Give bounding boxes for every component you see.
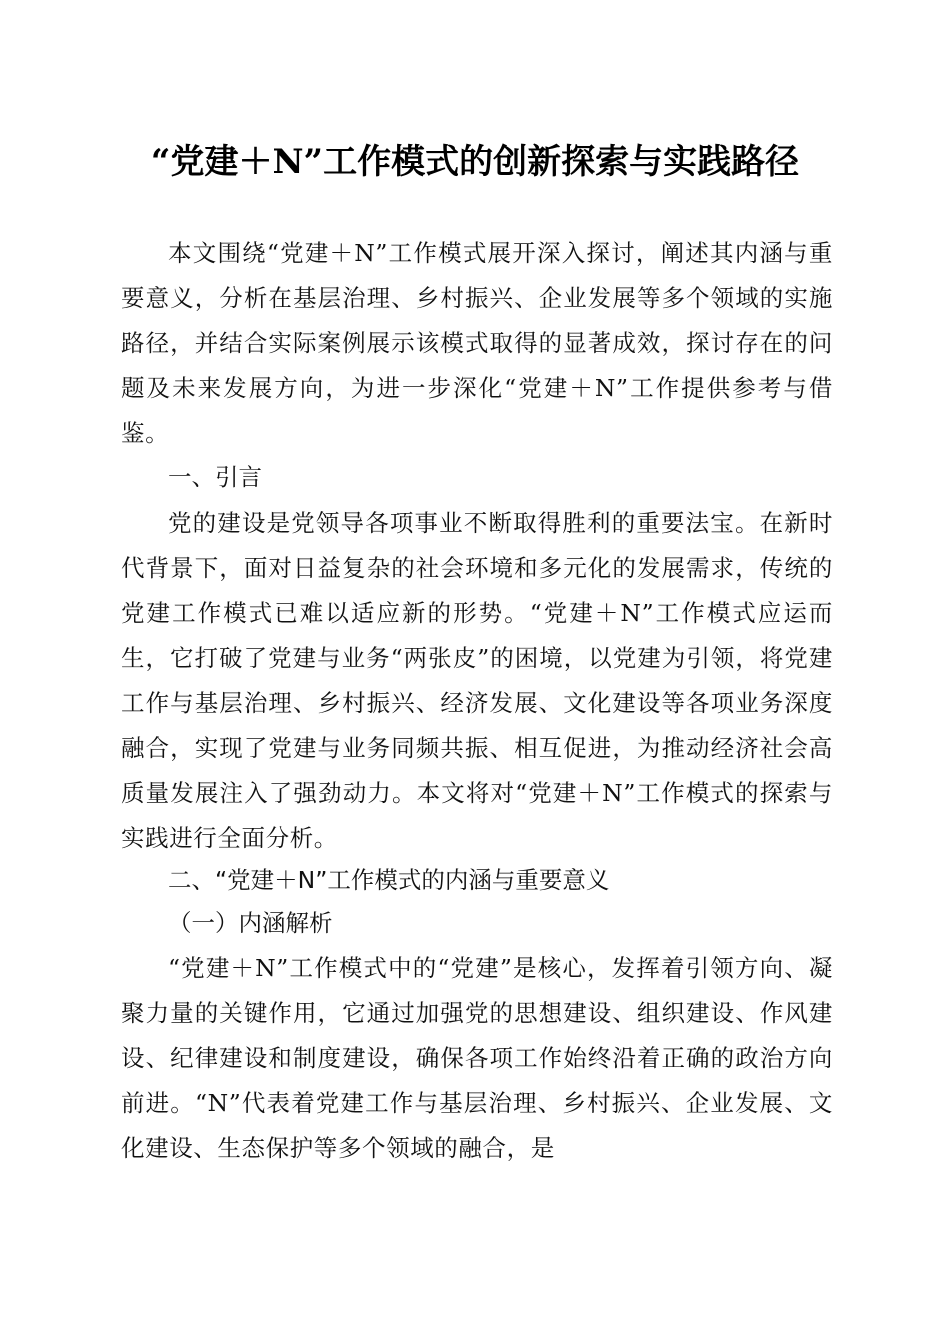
document-title: “党建＋N”工作模式的创新探索与实践路径 <box>150 142 800 182</box>
abstract-paragraph: 本文围绕“党建＋N”工作模式展开深入探讨，阐述其内涵与重要意义，分析在基层治理、乡村振兴、企业发展等多个领域的实施路径，并结合实际案例展示该模式取得的显著成效，探讨存在的问题及未来发展方向，为进一步深化“党建＋N”工作提供参考与借鉴。 <box>121 239 833 447</box>
subsection-heading-connotation-analysis: （一）内涵解析 <box>168 909 333 937</box>
section-heading-introduction: 一、引言 <box>168 463 262 491</box>
connotation-paragraph: “党建＋N”工作模式中的“党建”是核心，发挥着引领方向、凝聚力量的关键作用，它通过加强党的思想建设、组织建设、作风建设、纪律建设和制度建设，确保各项工作始终沿着正确的政治方向前进。“N”代表着党建工作与基层治理、乡村振兴、企业发展、文化建设、生态保护等多个领域的融合，是 <box>121 954 833 1162</box>
section-heading-connotation: 二、“党建＋N”工作模式的内涵与重要意义 <box>168 866 610 894</box>
introduction-paragraph: 党的建设是党领导各项事业不断取得胜利的重要法宝。在新时代背景下，面对日益复杂的社会环境和多元化的发展需求，传统的党建工作模式已难以适应新的形势。“党建＋N”工作模式应运而生，它打破了党建与业务“两张皮”的困境，以党建为引领，将党建工作与基层治理、乡村振兴、经济发展、文化建设等各项业务深度融合，实现了党建与业务同频共振、相互促进，为推动经济社会高质量发展注入了强劲动力。本文将对“党建＋N”工作模式的探索与实践进行全面分析。 <box>121 509 833 852</box>
